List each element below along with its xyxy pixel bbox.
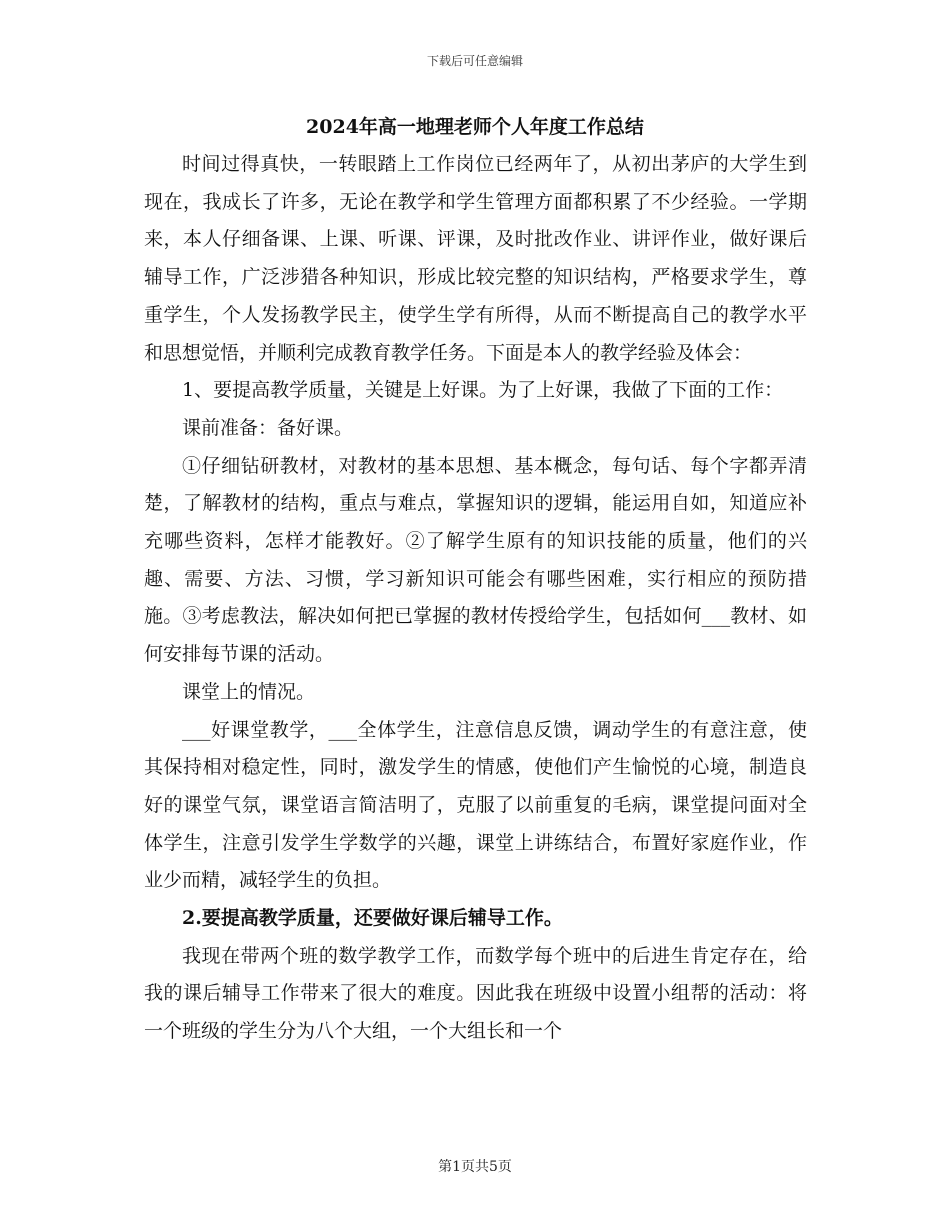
page-header-note: 下载后可任意编辑: [426, 54, 523, 68]
paragraph-intro: 时间过得真快，一转眼踏上工作岗位已经两年了，从初出茅庐的大学生到现在，我成长了许多，无论在教学和学生管理方面都积累了不少经验。一学期来，本人仔细备课、上课、听课、评课，及时批改作业、讲评作业，做好课后辅导工作，广泛涉猎各种知识，形成比较完整的知识结构，严格要求学生，尊重学生，个人发扬教学民主，使学生学有所得，从而不断提高自己的教学水平和思想觉悟，并顺利完成教育教学任务。下面是本人的教学经验及体会：: [144, 153, 807, 364]
paragraph-prep-heading: 课前准备：备好课。: [182, 416, 354, 439]
paragraph-class-details: ___好课堂教学，___全体学生，注意信息反馈，调动学生的有意注意，使其保持相对稳定性，同时，激发学生的情感，使他们产生愉悦的心境，制造良好的课堂气氛，课堂语言简洁明了，克服了以前重复的毛病，课堂提问面对全体学生，注意引发学生学数学的兴趣，课堂上讲练结合，布置好家庭作业，作业少而精，减轻学生的负担。: [144, 718, 807, 892]
paragraph-point-1: 1、要提高教学质量，关键是上好课。为了上好课，我做了下面的工作：: [182, 379, 784, 402]
document-body: [144, 146, 807, 1051]
paragraph-point-2-heading: 2.要提高教学质量，还要做好课后辅导工作。: [182, 907, 563, 930]
paragraph-tutoring: 我现在带两个班的数学教学工作，而数学每个班中的后进生肯定存在，给我的课后辅导工作带来了很大的难度。因此我在班级中设置小组帮的活动：将一个班级的学生分为八个大组，一个大组长和一个: [144, 944, 807, 1043]
page-number: 第1页共5页: [438, 1159, 512, 1175]
document-title: 2024年高一地理老师个人年度工作总结: [306, 116, 644, 138]
paragraph-prep-details: ①仔细钻研教材，对教材的基本思想、基本概念，每句话、每个字都弄清楚，了解教材的结构，重点与难点，掌握知识的逻辑，能运用自如，知道应补充哪些资料，怎样才能教好。②了解学生原有的知识技能的质量，他们的兴趣、需要、方法、习惯，学习新知识可能会有哪些困难，实行相应的预防措施。③考虑教法，解决如何把已掌握的教材传授给学生，包括如何___教材、如何安排每节课的活动。: [144, 454, 807, 666]
paragraph-class-heading: 课堂上的情况。: [182, 680, 316, 703]
